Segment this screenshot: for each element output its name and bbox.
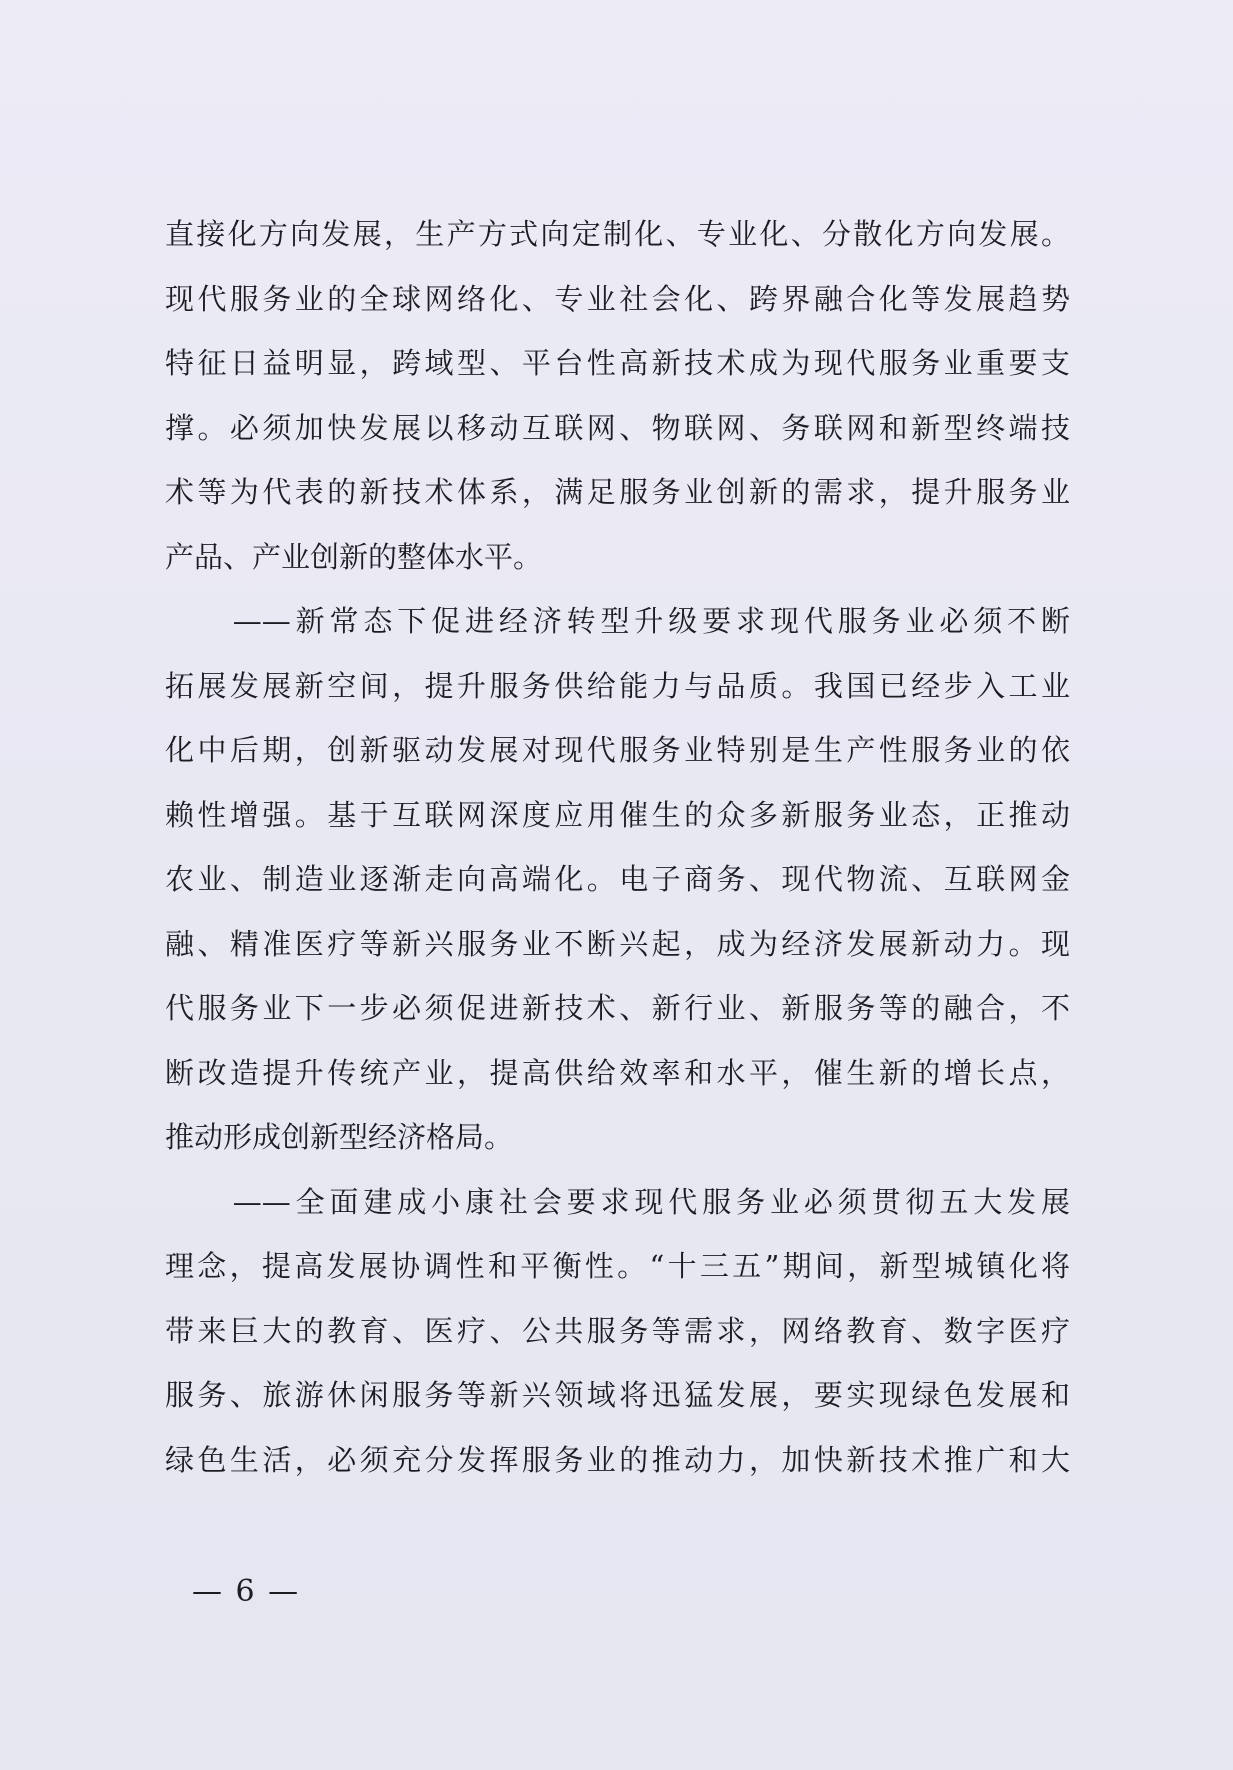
text-line: 带来巨大的教育、医疗、公共服务等需求，网络教育、数字医疗 [165,1313,1070,1348]
text-line: 拓展发展新空间，提升服务供给能力与品质。我国已经步入工业 [165,668,1070,703]
page-number: — 6 — [192,1574,301,1609]
text-line: 融、精准医疗等新兴服务业不断兴起，成为经济发展新动力。现 [165,926,1070,961]
body-text [165,202,1070,1492]
text-line: 服务、旅游休闲服务等新兴领域将迅猛发展，要实现绿色发展和 [165,1378,1070,1412]
text-line: 产品、产业创新的整体水平。 [165,539,543,574]
text-line: 代服务业下一步必须促进新技术、新行业、新服务等的融合，不 [165,991,1070,1025]
paragraph-3 [165,1170,1070,1493]
paragraph-1 [165,202,1070,589]
text-line: 特征日益明显，跨域型、平台性高新技术成为现代服务业重要支 [165,346,1070,380]
text-line: 推动形成创新型经济格局。 [165,1120,514,1154]
text-line: ——全面建成小康社会要求现代服务业必须贯彻五大发展 [165,1184,1070,1219]
text-line: 赖性增强。基于互联网深度应用催生的众多新服务业态，正推动 [165,797,1070,832]
text-line: 农业、制造业逐渐走向高端化。电子商务、现代物流、互联网金 [165,862,1070,896]
text-line: 直接化方向发展，生产方式向定制化、专业化、分散化方向发展。 [165,217,1070,251]
text-line: 撑。必须加快发展以移动互联网、物联网、务联网和新型终端技 [165,410,1070,445]
text-line: 断改造提升传统产业，提高供给效率和水平，催生新的增长点， [165,1055,1070,1090]
text-line: 绿色生活，必须充分发挥服务业的推动力，加快新技术推广和大 [165,1442,1070,1477]
text-line: 化中后期，创新驱动发展对现代服务业特别是生产性服务业的依 [165,733,1070,767]
text-line: ——新常态下促进经济转型升级要求现代服务业必须不断 [165,604,1070,638]
text-line: 术等为代表的新技术体系，满足服务业创新的需求，提升服务业 [165,475,1070,509]
text-line: 现代服务业的全球网络化、专业社会化、跨界融合化等发展趋势 [165,281,1070,316]
text-line: 理念，提高发展协调性和平衡性。“十三五”期间，新型城镇化将 [165,1249,1070,1283]
paragraph-2 [165,589,1070,1170]
